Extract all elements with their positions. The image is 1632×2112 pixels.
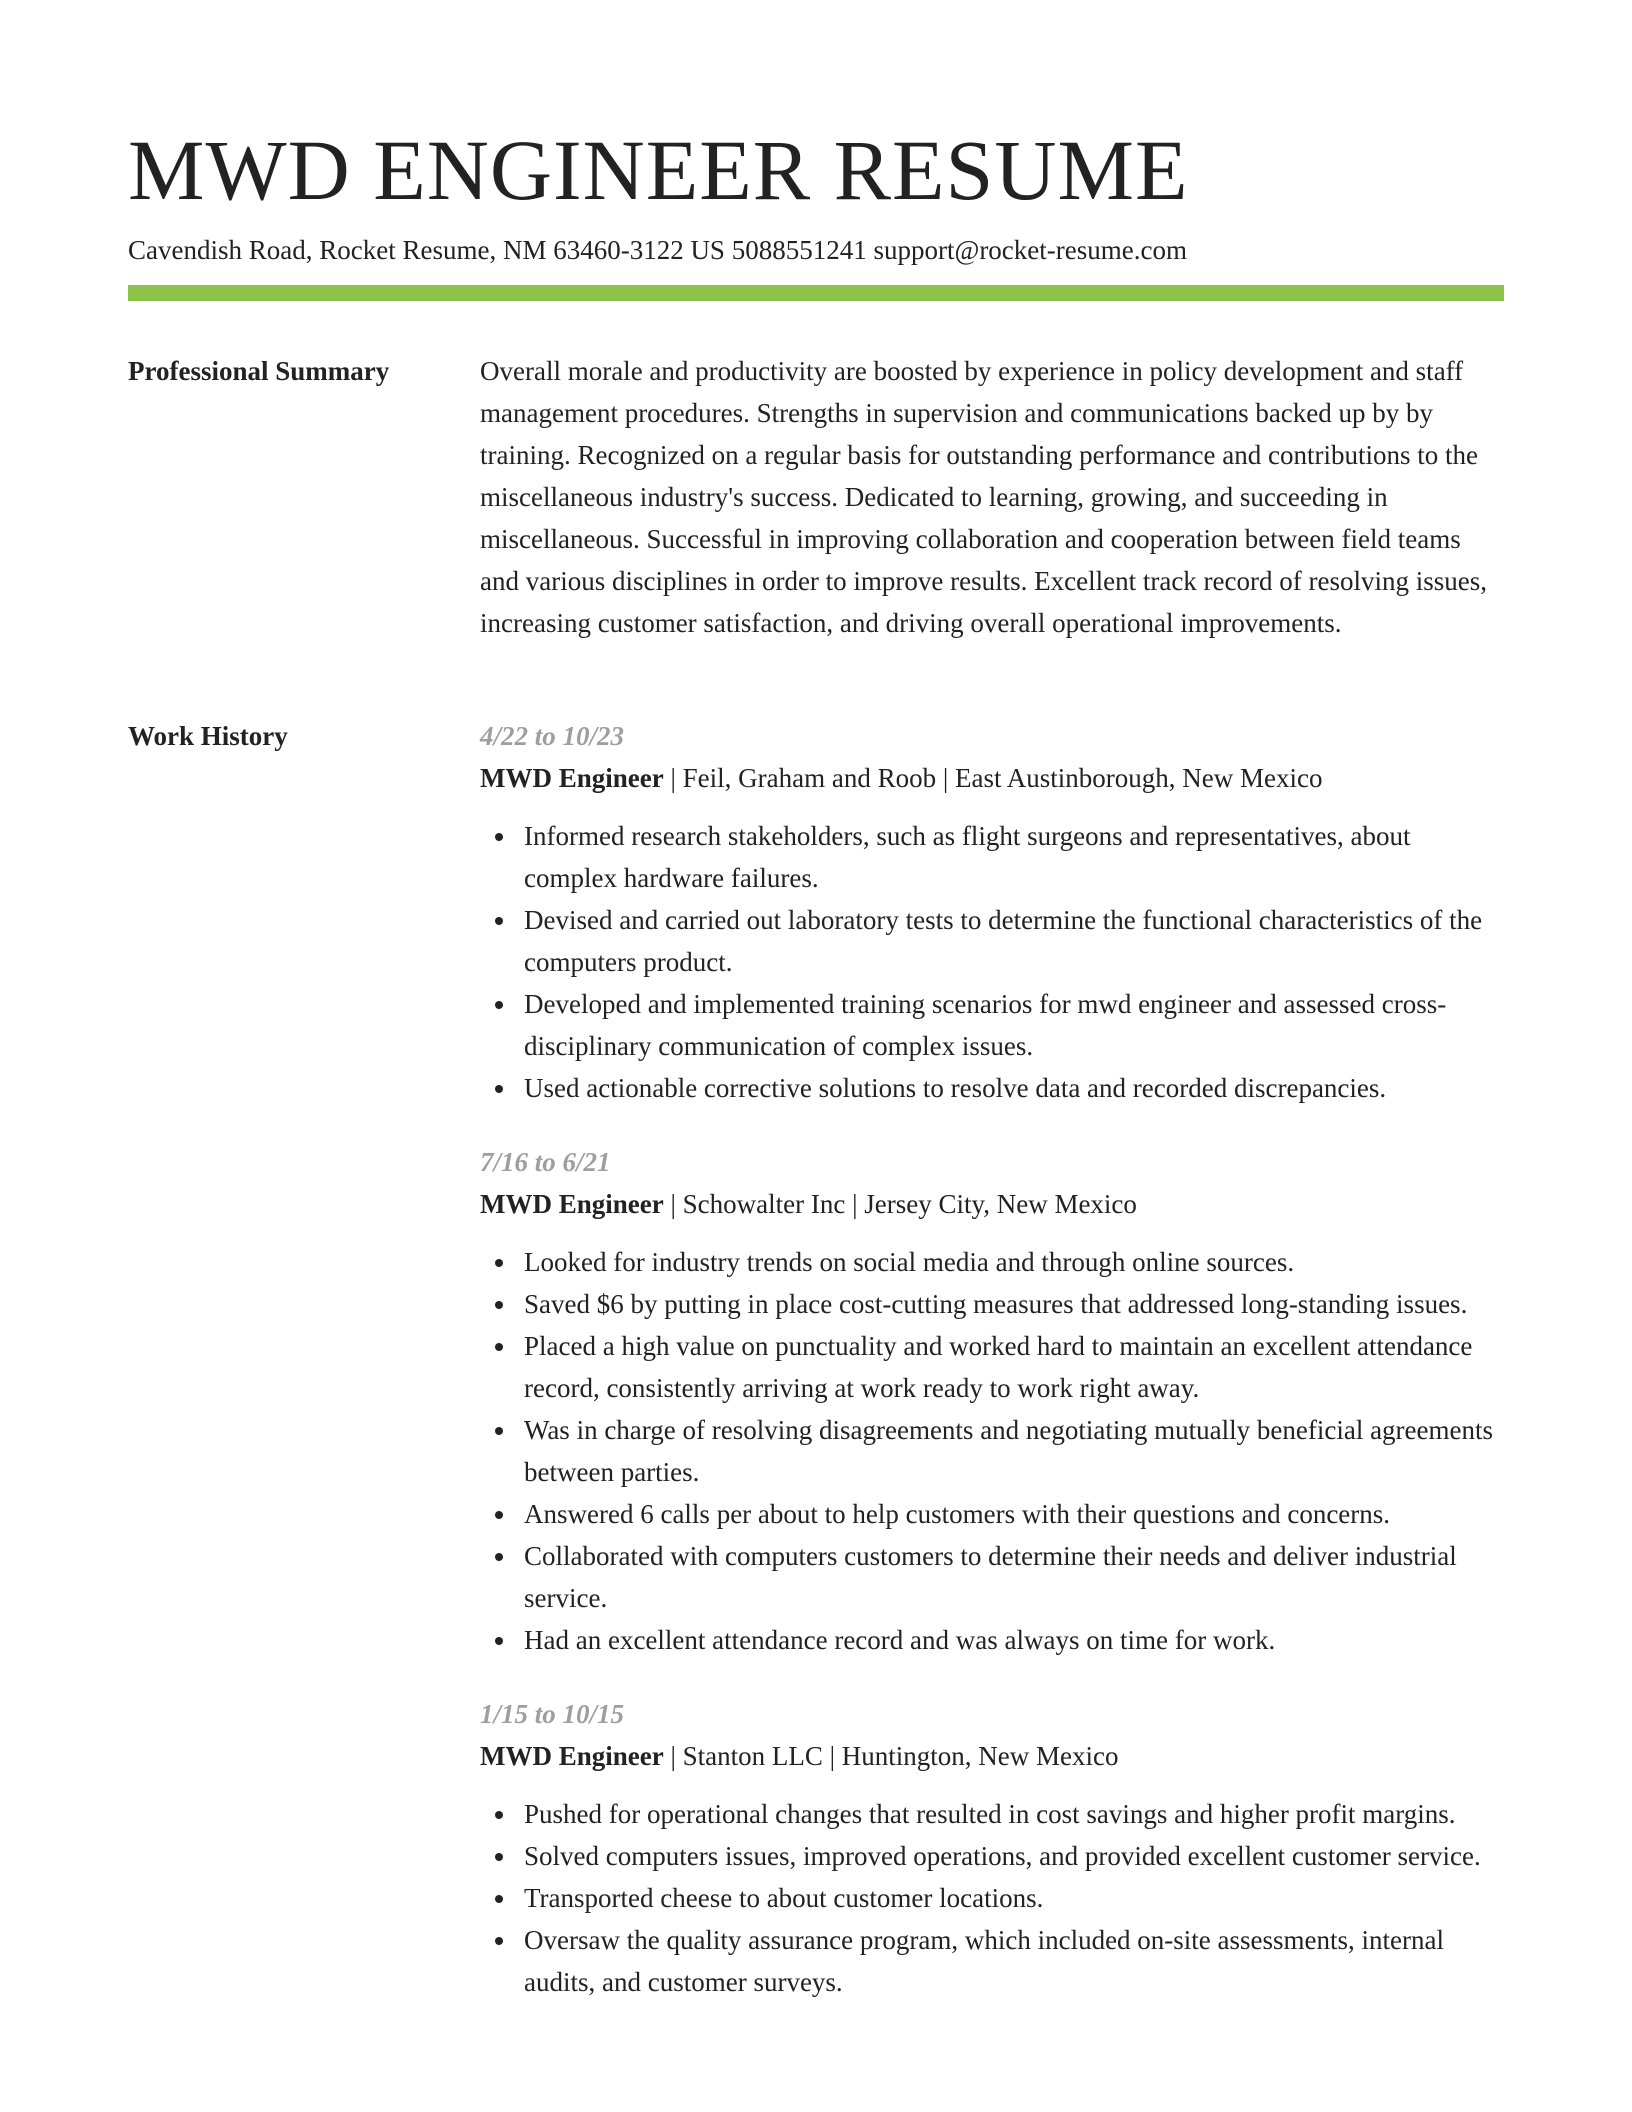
list-item: Devised and carried out laboratory tests to determine the functional characteristics of the computers product. [524,899,1504,983]
list-item: Solved computers issues, improved operations, and provided excellent customer service. [524,1835,1504,1877]
work-history-label: Work History [128,721,288,751]
job-title: MWD Engineer [480,1189,664,1219]
job-bullets [480,1793,1504,2003]
job-title: MWD Engineer [480,1741,664,1771]
job-entry [480,1693,1504,2003]
job-details: | Feil, Graham and Roob | East Austinborough, New Mexico [663,763,1323,793]
job-dates: 4/22 to 10/23 [480,721,625,751]
job-heading [480,1735,1504,1777]
list-item: Used actionable corrective solutions to resolve data and recorded discrepancies. [524,1067,1504,1109]
job-bullets [480,815,1504,1109]
list-item: Oversaw the quality assurance program, which included on-site assessments, internal audits, and customer surveys. [524,1919,1504,2003]
job-dates: 7/16 to 6/21 [480,1147,611,1177]
list-item: Saved $6 by putting in place cost-cutting measures that addressed long-standing issues. [524,1283,1504,1325]
summary-text: Overall morale and productivity are boosted by experience in policy development and staff management procedures. Strengths in supervision and communications backed up by by training. Recognized on a regular basis for outstanding performance and contributions to the miscellaneous industry's success. Dedicated to learning, growing, and succeeding in miscellaneous. Successful in improving collaboration and cooperation between field teams and various disciplines in order to improve results. Excellent track record of resolving issues, increasing customer satisfaction, and driving overall operational improvements. [480,356,1487,638]
list-item: Informed research stakeholders, such as flight surgeons and representatives, about complex hardware failures. [524,815,1504,899]
work-history-list [480,715,1504,2035]
list-item: Collaborated with computers customers to determine their needs and deliver industrial service. [524,1535,1504,1619]
job-heading [480,757,1504,799]
job-dates: 1/15 to 10/15 [480,1699,625,1729]
contact-line: Cavendish Road, Rocket Resume, NM 63460-3122 US 5088551241 support@rocket-resume.com [128,235,1187,265]
job-details: | Schowalter Inc | Jersey City, New Mexico [663,1189,1137,1219]
list-item: Developed and implemented training scenarios for mwd engineer and assessed cross-disciplinary communication of complex issues. [524,983,1504,1067]
resume-title: MWD ENGINEER RESUME [128,122,1189,218]
job-title: MWD Engineer [480,763,664,793]
job-details: | Stanton LLC | Huntington, New Mexico [663,1741,1119,1771]
job-heading [480,1183,1504,1225]
job-entry [480,715,1504,1109]
list-item: Was in charge of resolving disagreements and negotiating mutually beneficial agreements between parties. [524,1409,1504,1493]
list-item: Transported cheese to about customer locations. [524,1877,1504,1919]
summary-label: Professional Summary [128,356,390,386]
job-bullets [480,1241,1504,1661]
list-item: Answered 6 calls per about to help customers with their questions and concerns. [524,1493,1504,1535]
list-item: Pushed for operational changes that resulted in cost savings and higher profit margins. [524,1793,1504,1835]
list-item: Looked for industry trends on social media and through online sources. [524,1241,1504,1283]
header-divider [128,285,1504,301]
list-item: Had an excellent attendance record and was always on time for work. [524,1619,1504,1661]
list-item: Placed a high value on punctuality and worked hard to maintain an excellent attendance record, consistently arriving at work ready to work right away. [524,1325,1504,1409]
job-entry [480,1141,1504,1661]
